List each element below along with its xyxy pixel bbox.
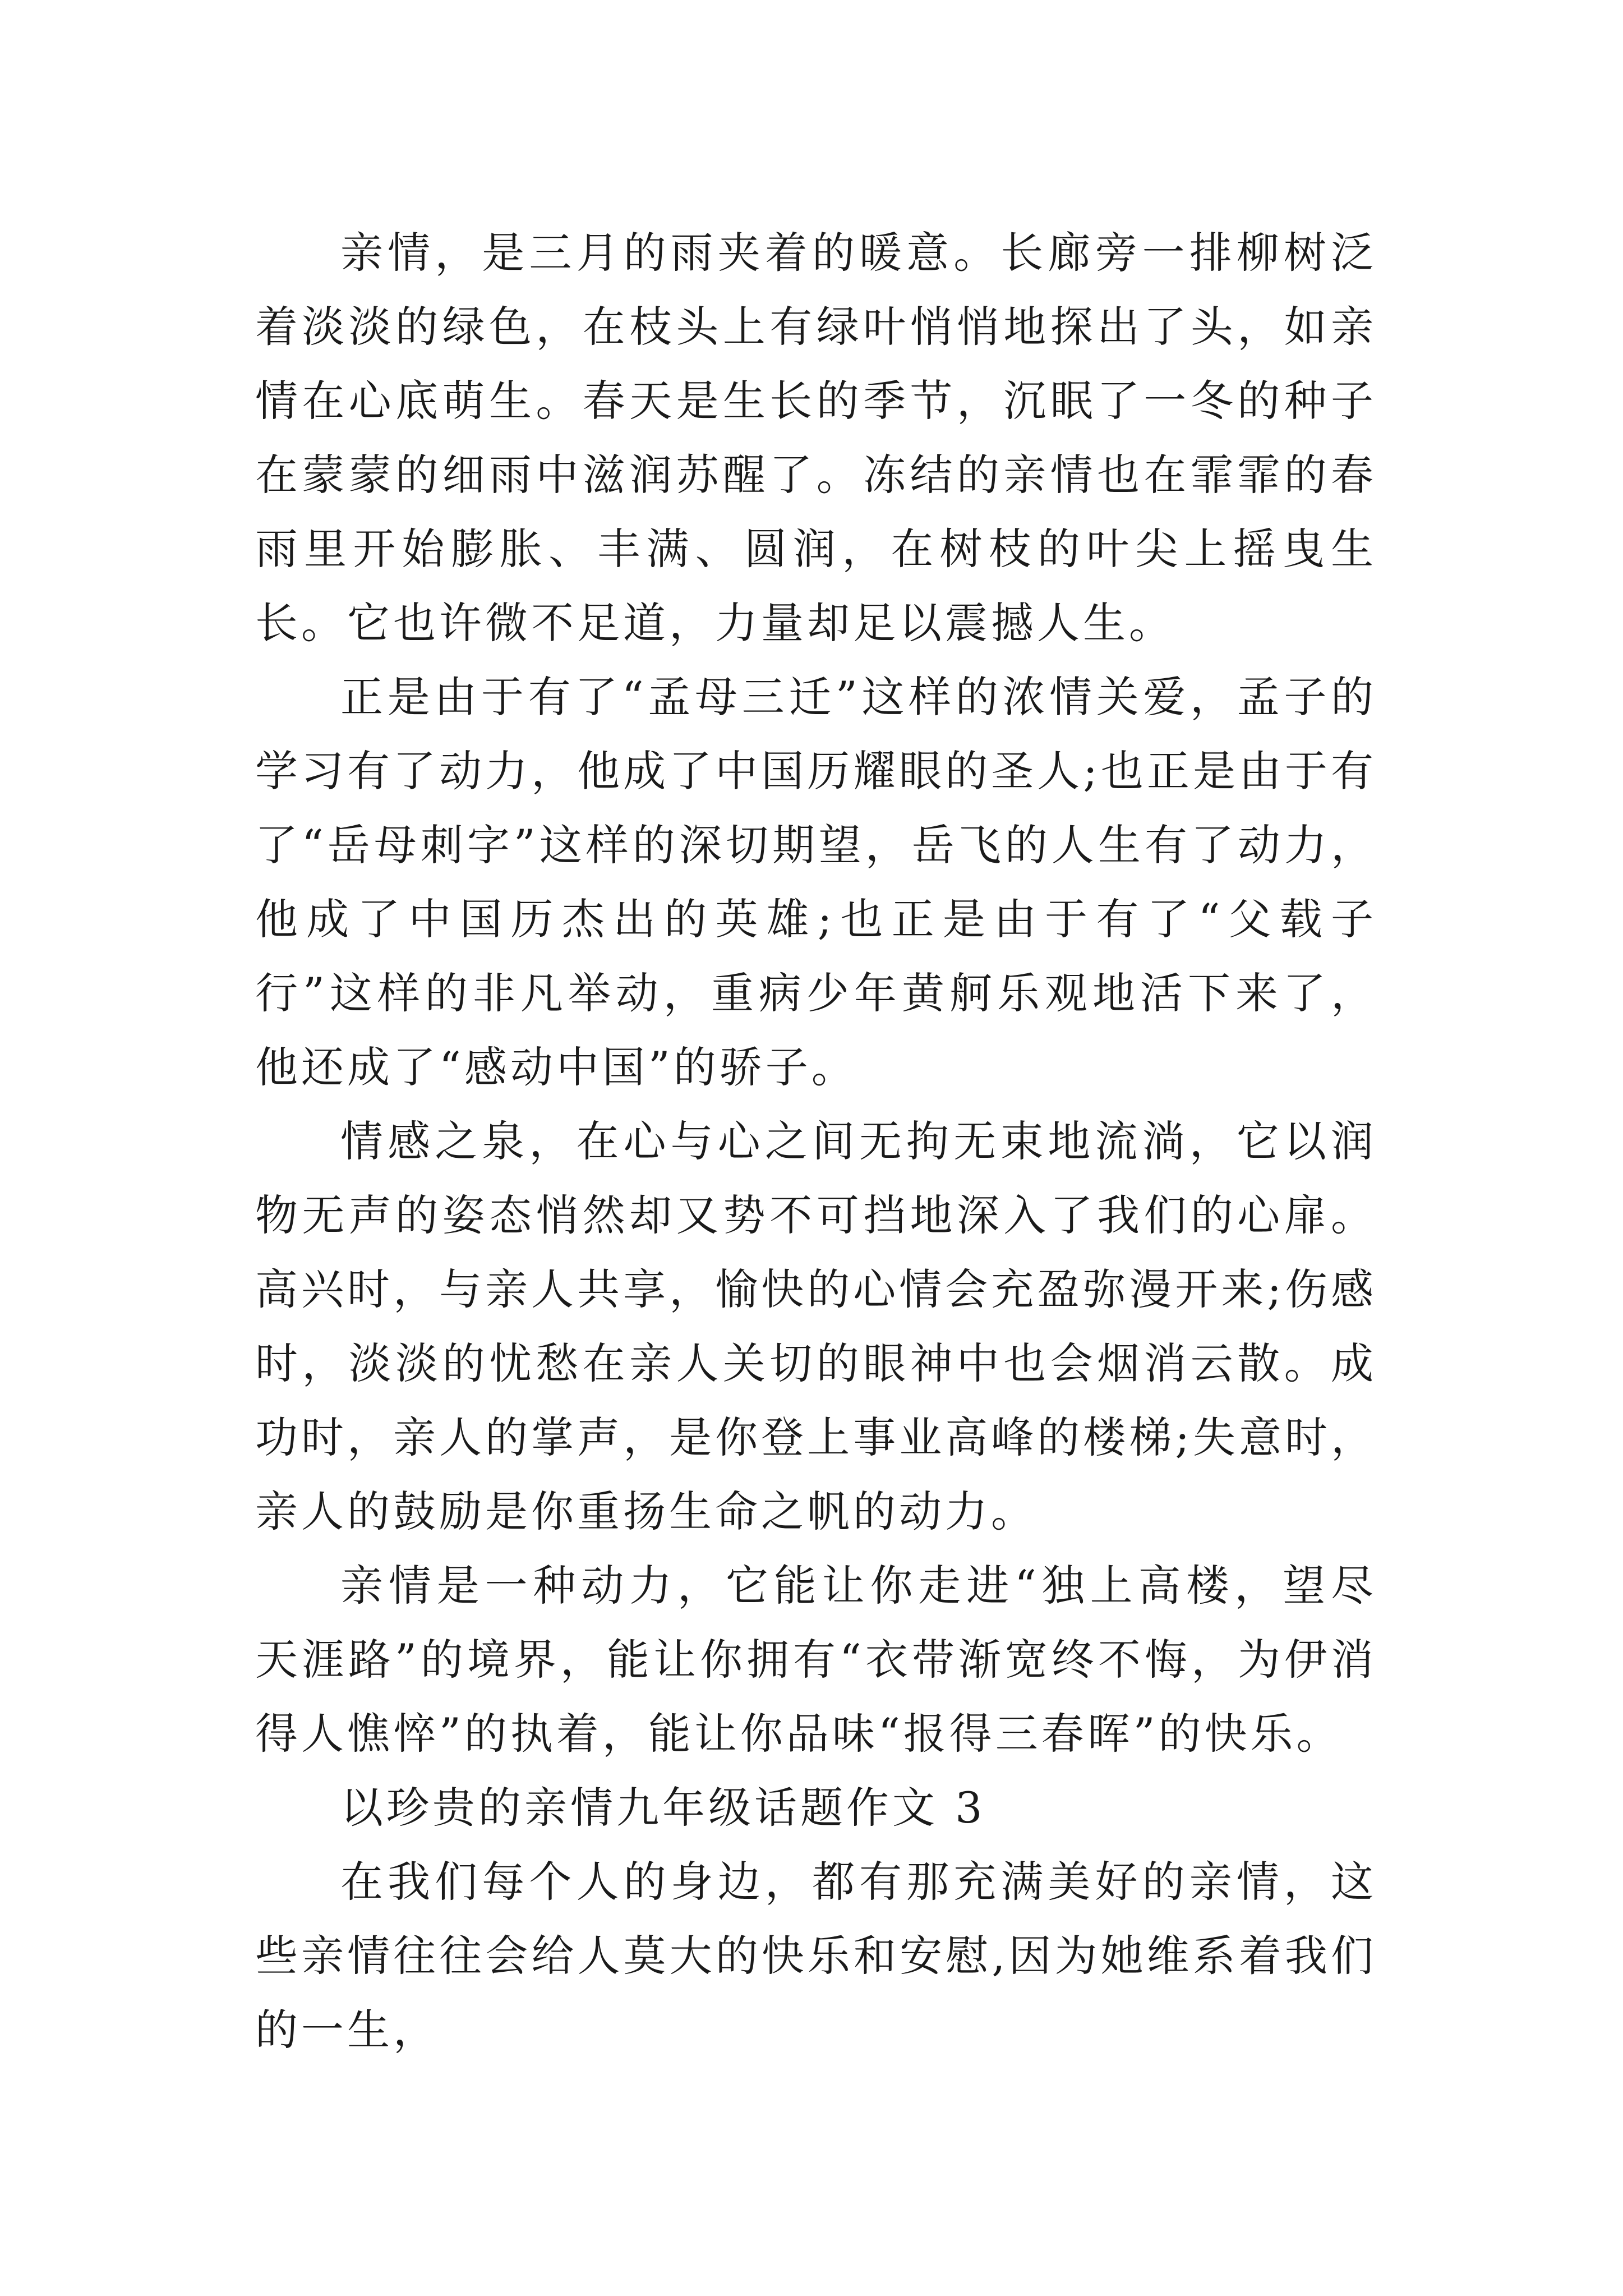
paragraph-spring-rain: 亲情，是三月的雨夹着的暖意。长廊旁一排柳树泛着淡淡的绿色，在枝头上有绿叶悄悄地探出了头，如亲情在心底萌生。春天是生长的季节，沉眠了一冬的种子在蒙蒙的细雨中滋润苏醒了。冻结的亲情也在霏霏的春雨里开始膨胀、丰满、圆润，在树枝的叶尖上摇曳生长。它也许微不足道，力量却足以震撼人生。 — [255, 228, 1377, 648]
paragraph-spring-of-emotion: 情感之泉，在心与心之间无拘无束地流淌，它以润物无声的姿态悄然却又势不可挡地深入了我们的心扉。高兴时，与亲人共享，愉快的心情会充盈弥漫开来;伤感时，淡淡的忧愁在亲人关切的眼神中也会烟消云散。成功时，亲人的掌声，是你登上事业高峰的楼梯;失意时，亲人的鼓励是你重扬生命之帆的动力。 — [255, 1116, 1377, 1536]
essay-heading: 以珍贵的亲情九年级话题作文 3 — [340, 1783, 986, 1833]
paragraph-historical-examples: 正是由于有了“孟母三迁”这样的浓情关爱，孟子的学习有了动力，他成了中国历耀眼的圣人;也正是由于有了“岳母刺字”这样的深切期望，岳飞的人生有了动力，他成了中国历杰出的英雄;也正是由于有了“父载子行”这样的非凡举动，重病少年黄舸乐观地活下来了，他还成了“感动中国”的骄子。 — [255, 672, 1377, 1092]
document-body — [255, 216, 1377, 2067]
paragraph-family-as-motivation: 亲情是一种动力，它能让你走进“独上高楼，望尽天涯路”的境界，能让你拥有“衣带渐宽终不悔，为伊消得人憔悴”的执着，能让你品味“报得三春晖”的快乐。 — [255, 1561, 1377, 1759]
paragraph-closing: 在我们每个人的身边，都有那充满美好的亲情，这些亲情往往会给人莫大的快乐和安慰,因为她维系着我们的一生， — [255, 1857, 1377, 2055]
